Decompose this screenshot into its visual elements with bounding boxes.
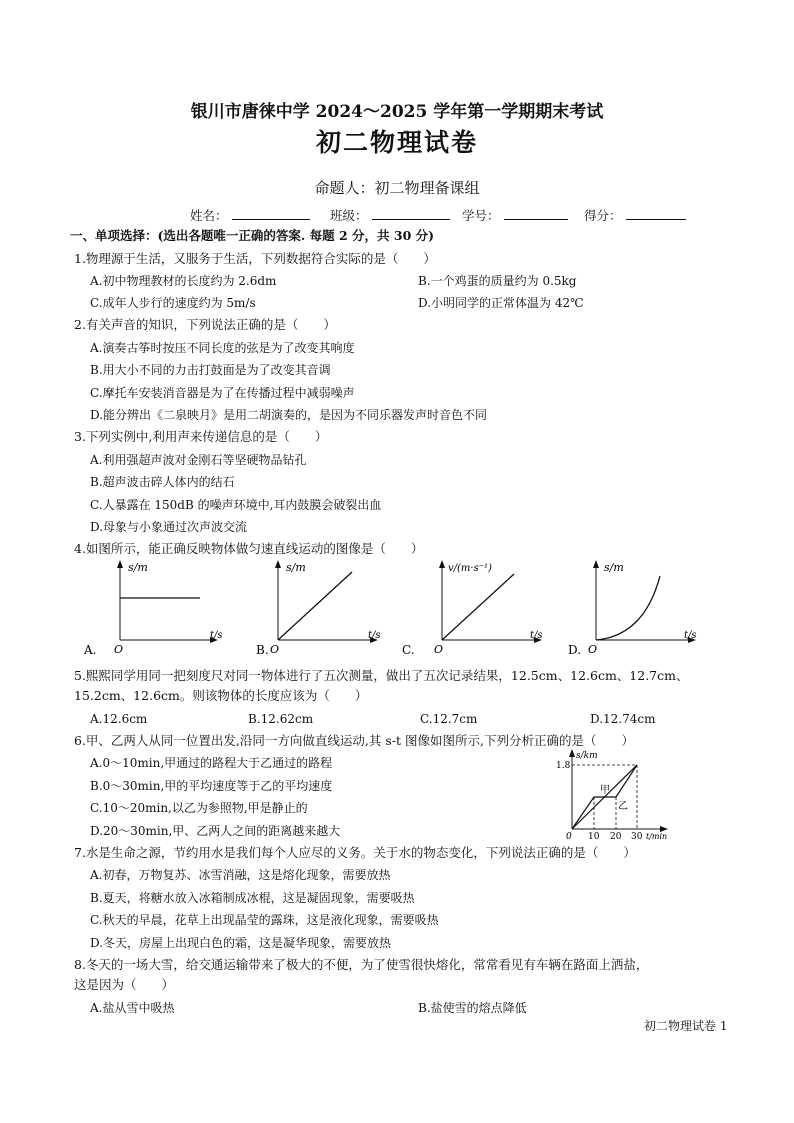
question-8-stem-line-2: 这是因为（ ） xyxy=(74,977,175,992)
class-blank[interactable] xyxy=(372,207,450,220)
class-field[interactable] xyxy=(330,207,450,224)
question-5-option-c: C.12.7cm xyxy=(420,712,478,726)
class-label: 班级： xyxy=(330,208,368,223)
question-5-option-b: B.12.62cm xyxy=(248,712,314,726)
question-2-option-d: D.能分辨出《二泉映月》是用二胡演奏的，是因为不同乐器发声时音色不同 xyxy=(90,408,488,422)
graph-b-origin: O xyxy=(270,643,280,656)
question-7-option-a: A.初春，万物复苏、冰雪消融，这是熔化现象，需要放热 xyxy=(90,868,391,882)
paper-title: 初二物理试卷 xyxy=(315,128,478,157)
question-1-stem: 1.物理源于生活，又服务于生活，下列数据符合实际的是（ ） xyxy=(74,251,436,266)
graph-b-xlabel: t/s xyxy=(368,630,381,641)
graph-d xyxy=(568,560,697,657)
graph-b-ylabel: s/m xyxy=(286,561,306,574)
question-7-option-b: B.夏天，将糖水放入冰箱制成冰棍，这是凝固现象，需要吸热 xyxy=(90,891,415,905)
question-3-option-a: A.利用强超声波对金刚石等坚硬物品钻孔 xyxy=(90,453,307,467)
graph-d-curve xyxy=(596,576,660,640)
question-1-option-a: A.初中物理教材的长度约为 2.6dm xyxy=(90,274,277,288)
q6-line-yi xyxy=(572,765,637,829)
question-3-option-c: C.人暴露在 150dB 的噪声环境中,耳内鼓膜会破裂出血 xyxy=(90,498,382,512)
student-id-blank[interactable] xyxy=(504,207,568,220)
question-3-option-d: D.母象与小象通过次声波交流 xyxy=(90,520,248,534)
q6-x-tick-10: 10 xyxy=(588,832,600,841)
question-5-stem-line-1: 5.熙熙同学用同一把刻度尺对同一物体进行了五次测量，做出了五次记录结果，12.5cm、12.6cm、12.7cm、 xyxy=(74,668,689,683)
question-6-stem: 6.甲、乙两人从同一位置出发,沿同一方向做直线运动,其 s-t 图像如图所示,下列分析正确的是（ ） xyxy=(74,733,634,748)
section-heading: 一、单项选择：(选出各题唯一正确的答案. 每题 2 分，共 30 分) xyxy=(70,228,435,243)
name-blank[interactable] xyxy=(232,207,310,220)
graph-c-xlabel: t/s xyxy=(530,630,543,641)
question-3-stem: 3.下列实例中,利用声来传递信息的是（ ） xyxy=(74,429,328,444)
page-footer: 初二物理试卷 1 xyxy=(644,1019,728,1033)
q6-label-jia: 甲 xyxy=(600,785,610,796)
question-6-option-a: A.0～10min,甲通过的路程大于乙通过的路程 xyxy=(90,756,333,770)
q6-origin: 0 xyxy=(566,832,572,841)
question-5-option-a: A.12.6cm xyxy=(90,712,148,726)
q6-y-tick: 1.8 xyxy=(556,761,571,771)
question-1-option-d: D.小明同学的正常体温为 42℃ xyxy=(418,296,584,310)
question-3-option-b: B.超声波击碎人体内的结石 xyxy=(90,475,235,489)
graph-c xyxy=(434,560,543,656)
graph-a-ylabel: s/m xyxy=(128,561,148,574)
score-field[interactable] xyxy=(584,207,686,224)
question-7-option-c: C.秋天的早晨，花草上出现晶莹的露珠，这是液化现象，需要吸热 xyxy=(90,913,439,927)
question-4-graphs xyxy=(84,558,724,660)
question-8-option-a: A.盐从雪中吸热 xyxy=(90,1001,175,1015)
student-id-label: 学号： xyxy=(462,208,500,223)
name-label: 姓名： xyxy=(190,208,228,223)
question-2-option-c: C.摩托车安装消音器是为了在传播过程中减弱噪声 xyxy=(90,386,355,400)
question-7-option-d: D.冬天，房屋上出现白色的霜，这是凝华现象，需要放热 xyxy=(90,936,392,950)
graph-c-label: C. xyxy=(402,643,415,657)
author-line: 命题人：初二物理备课组 xyxy=(314,179,480,197)
question-8-option-b: B.盐使雪的熔点降低 xyxy=(418,1001,527,1015)
question-5-stem-line-2: 15.2cm、12.6cm。则该物体的长度应该为（ ） xyxy=(74,688,368,703)
graph-b-line xyxy=(278,572,352,640)
graph-d-label: D. xyxy=(568,643,582,657)
question-2-option-a: A.演奏古筝时按压不同长度的弦是为了改变其响度 xyxy=(90,341,355,355)
graph-c-origin: O xyxy=(434,643,444,656)
question-5-option-d: D.12.74cm xyxy=(590,712,656,726)
question-7-stem: 7.水是生命之源，节约用水是我们每个人应尽的义务。关于水的物态变化，下列说法正确的是（ ） xyxy=(74,845,636,860)
score-blank[interactable] xyxy=(626,207,686,220)
graph-a-label: A. xyxy=(84,643,97,657)
graph-a xyxy=(84,560,223,657)
graph-d-origin: O xyxy=(588,643,598,656)
question-6-option-b: B.0～30min,甲的平均速度等于乙的平均速度 xyxy=(90,779,333,793)
question-2-stem: 2.有关声音的知识，下列说法正确的是（ ） xyxy=(74,317,336,332)
score-label: 得分： xyxy=(584,208,622,223)
graph-c-ylabel: v/(m·s⁻¹) xyxy=(448,563,492,574)
question-2-option-b: B.用大小不同的力击打鼓面是为了改变其音调 xyxy=(90,363,331,377)
question-6-option-d: D.20～30min,甲、乙两人之间的距离越来越大 xyxy=(90,824,341,838)
name-field[interactable] xyxy=(190,207,310,224)
q6-x-tick-20: 20 xyxy=(610,832,622,841)
q6-xlabel: t/min xyxy=(646,832,668,841)
question-1-option-c: C.成年人步行的速度约为 5m/s xyxy=(90,296,256,310)
q6-label-yi: 乙 xyxy=(618,801,628,812)
graph-a-xlabel: t/s xyxy=(210,630,223,641)
graph-a-origin: O xyxy=(114,643,124,656)
graph-b xyxy=(256,560,381,657)
q6-x-tick-30: 30 xyxy=(631,832,643,841)
q6-ylabel: s/km xyxy=(576,751,598,761)
question-8-stem-line-1: 8.冬天的一场大雪，给交通运输带来了极大的不便，为了使雪很快熔化，常常看见有车辆在路面上洒盐， xyxy=(74,957,649,972)
student-id-field[interactable] xyxy=(462,207,568,224)
question-1-option-b: B.一个鸡蛋的质量约为 0.5kg xyxy=(418,274,577,288)
question-6-option-c: C.10～20min,以乙为参照物,甲是静止的 xyxy=(90,801,308,815)
graph-b-label: B. xyxy=(256,643,269,657)
graph-d-ylabel: s/m xyxy=(604,561,624,574)
question-4-stem: 4.如图所示，能正确反映物体做匀速直线运动的图像是（ ） xyxy=(74,541,424,556)
graph-c-line xyxy=(442,574,514,640)
question-6-graph xyxy=(556,747,696,841)
school-exam-title: 银川市唐徕中学 2024～2025 学年第一学期期末考试 xyxy=(190,102,604,122)
graph-d-xlabel: t/s xyxy=(684,630,697,641)
